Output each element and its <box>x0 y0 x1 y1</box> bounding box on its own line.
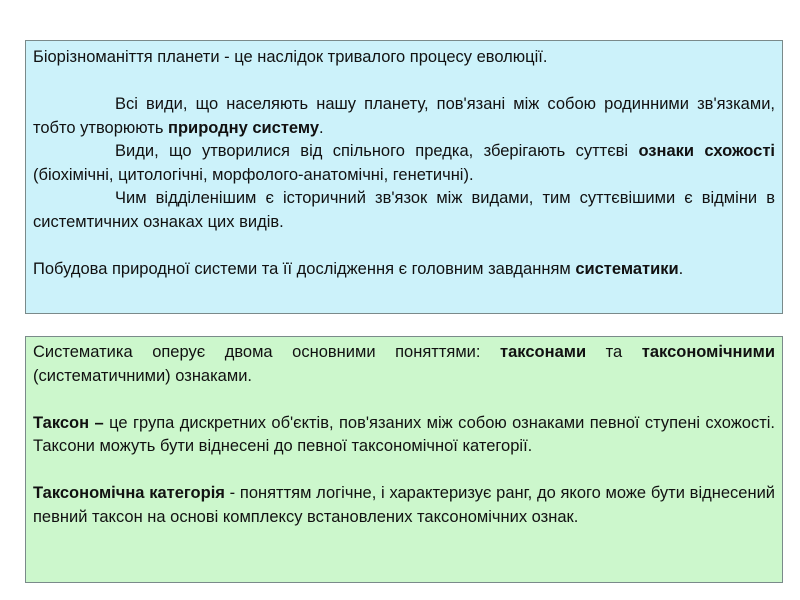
concepts-paragraph <box>33 341 775 388</box>
taxonomic-category-paragraph <box>33 482 775 529</box>
systematics-term: систематики <box>575 259 679 278</box>
taxonomic-category-term: Таксономічна категорія <box>33 484 225 502</box>
natural-system-paragraph <box>33 93 775 140</box>
similarity-text: Види, що утворилися від спільного предка, зберігають суттєві <box>115 142 639 160</box>
natural-system-end: . <box>319 118 324 137</box>
taxonomic-category-text: - поняттям логічне, і характеризує ранг, до якого може бути віднесений певний таксон на основі комплексу встановлених таксономічних ознак. <box>33 484 775 526</box>
spacer <box>33 388 775 412</box>
systematics-task-paragraph <box>33 258 775 282</box>
similarity-end: (біохімічні, цитологічні, морфолого-анатомічні, генетичні). <box>33 165 474 184</box>
systematics-task-text: Побудова природної системи та її дослідження є головним завданням <box>33 259 576 278</box>
concepts-text-1: Систематика оперує двома основними поняттями: <box>33 343 501 361</box>
evolution-text-box <box>25 40 783 314</box>
similarity-paragraph <box>33 140 775 187</box>
spacer <box>33 70 775 94</box>
biodiversity-paragraph: Біорізноманіття планети - це наслідок тривалого процесу еволюції. <box>33 48 548 66</box>
spacer <box>33 459 775 483</box>
concepts-text-2: та <box>586 343 642 361</box>
historical-link-paragraph: Чим відділенішим є історичний зв'язок між видами, тим суттєвішими є відміни в системтичних ознаках цих видів. <box>33 189 775 231</box>
taxon-definition-paragraph <box>33 412 775 459</box>
taxon-definition-text: це група дискретних об'єктів, пов'язаних між собою ознаками певної ступені схожості. Таксони можуть бути віднесені до певної таксономічної категорії. <box>33 413 776 455</box>
taxon-term: Таксон – <box>33 413 104 432</box>
natural-system-term: природну систему <box>168 118 320 137</box>
similarity-term: ознаки схожості <box>638 142 775 160</box>
natural-system-text: Всі види, що населяють нашу планету, пов'язані між собою родинними зв'язками, тобто утворюють <box>33 95 775 137</box>
concepts-text-3: (систематичними) ознаками. <box>33 366 253 385</box>
taxonomic-features-term: таксономічними <box>641 343 775 361</box>
taxonomy-text-box <box>25 336 783 583</box>
systematics-task-end: . <box>678 259 684 278</box>
spacer <box>33 234 775 258</box>
taxa-term: таксонами <box>500 343 587 361</box>
